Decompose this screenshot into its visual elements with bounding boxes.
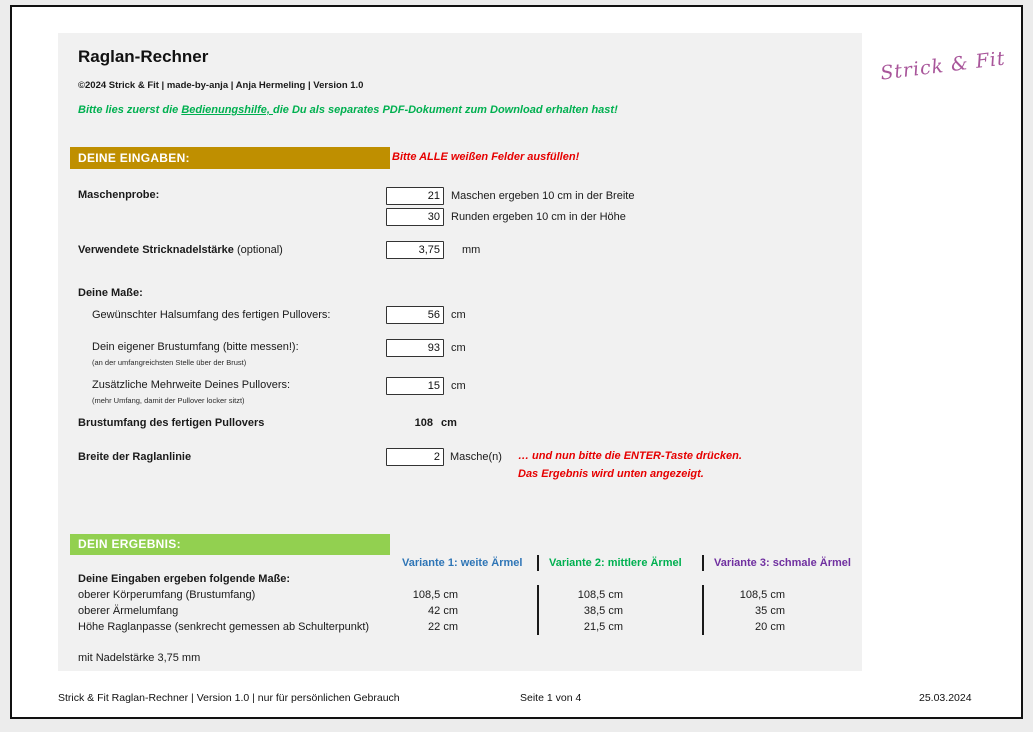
chest-note: (an der umfangreichsten Stelle über der Brust) bbox=[92, 358, 247, 367]
results-intro: Deine Eingaben ergeben folgende Maße: bbox=[78, 573, 291, 585]
ease-input[interactable] bbox=[386, 377, 444, 395]
result-value-v2: 38,5 cm bbox=[583, 605, 623, 617]
page-title: Raglan-Rechner bbox=[78, 47, 209, 66]
result-value-v3: 20 cm bbox=[755, 621, 785, 633]
raglan-unit-label: Masche(n) bbox=[450, 451, 502, 463]
ease-note: (mehr Umfang, damit der Pullover locker sitzt) bbox=[92, 396, 245, 405]
result-row-label: oberer Körperumfang (Brustumfang) bbox=[78, 589, 256, 601]
maschen-input[interactable] bbox=[386, 187, 444, 205]
variant-1-header: Variante 1: weite Ärmel bbox=[402, 557, 523, 569]
ease-unit-label: cm bbox=[451, 380, 466, 392]
footer-page-number: Seite 1 von 4 bbox=[520, 692, 582, 704]
inputs-section-header: DEINE EINGABEN: bbox=[70, 147, 390, 169]
strick-fit-logo: Strick & Fit bbox=[879, 47, 1007, 85]
raglan-width-input[interactable] bbox=[386, 448, 444, 466]
variant-3-header: Variante 3: schmale Ärmel bbox=[714, 557, 851, 569]
result-value-v3: 35 cm bbox=[755, 605, 785, 617]
results-section-header: DEIN ERGEBNIS: bbox=[70, 534, 390, 555]
enter-hint-line2: Das Ergebnis wird unten angezeigt. bbox=[518, 468, 704, 480]
chest-unit-label: cm bbox=[451, 342, 466, 354]
footer-date: 25.03.2024 bbox=[919, 692, 972, 704]
variant-header-divider-2 bbox=[702, 555, 704, 571]
result-row-label: Höhe Raglanpasse (senkrecht gemessen ab Schulterpunkt) bbox=[78, 621, 370, 633]
result-row-label: oberer Ärmelumfang bbox=[78, 605, 179, 617]
result-value-v2: 21,5 cm bbox=[583, 621, 623, 633]
finished-chest-label: Brustumfang des fertigen Pullovers bbox=[78, 417, 265, 429]
result-column-divider-2 bbox=[702, 585, 704, 635]
intro-note-start: Bitte lies zuerst die bbox=[78, 104, 182, 116]
result-value-v1: 42 cm bbox=[428, 605, 458, 617]
variant-header-divider-1 bbox=[537, 555, 539, 571]
measurements-header: Deine Maße: bbox=[78, 287, 143, 299]
needle-size-input[interactable] bbox=[386, 241, 444, 259]
neck-unit-label: cm bbox=[451, 309, 466, 321]
result-value-v1: 108,5 cm bbox=[412, 589, 458, 601]
needle-unit-label: mm bbox=[462, 244, 481, 256]
footer-left: Strick & Fit Raglan-Rechner | Version 1.0 | nur für persönlichen Gebrauch bbox=[58, 692, 400, 704]
neck-label: Gewünschter Halsumfang des fertigen Pullovers: bbox=[92, 309, 331, 321]
needle-size-label bbox=[78, 244, 283, 256]
fill-warning: Bitte ALLE weißen Felder ausfüllen! bbox=[392, 151, 580, 163]
needle-size-label-optional: (optional) bbox=[233, 244, 283, 256]
copyright-line: ©2024 Strick & Fit | made-by-anja | Anja Hermeling | Version 1.0 bbox=[78, 80, 364, 91]
chest-input[interactable] bbox=[386, 339, 444, 357]
result-column-divider-1 bbox=[537, 585, 539, 635]
help-link[interactable]: Bedienungshilfe, bbox=[181, 104, 273, 116]
finished-chest-unit: cm bbox=[441, 417, 457, 429]
raglan-width-label: Breite der Raglanlinie bbox=[78, 451, 192, 463]
finished-chest-value: 108 bbox=[414, 417, 433, 429]
runden-unit-label: Runden ergeben 10 cm in der Höhe bbox=[451, 211, 626, 223]
maschenprobe-label: Maschenprobe: bbox=[78, 189, 160, 201]
intro-note-rest: die Du als separates PDF-Dokument zum Download erhalten hast! bbox=[273, 104, 618, 116]
result-value-v2: 108,5 cm bbox=[577, 589, 623, 601]
needle-size-label-bold: Verwendete Stricknadelstärke bbox=[78, 244, 234, 256]
variant-2-header: Variante 2: mittlere Ärmel bbox=[549, 557, 682, 569]
needle-note: mit Nadelstärke 3,75 mm bbox=[78, 652, 201, 664]
runden-input[interactable] bbox=[386, 208, 444, 226]
chest-label: Dein eigener Brustumfang (bitte messen!): bbox=[92, 341, 299, 353]
result-value-v3: 108,5 cm bbox=[739, 589, 785, 601]
ease-label: Zusätzliche Mehrweite Deines Pullovers: bbox=[92, 379, 291, 391]
maschen-unit-label: Maschen ergeben 10 cm in der Breite bbox=[451, 190, 635, 202]
result-value-v1: 22 cm bbox=[428, 621, 458, 633]
enter-hint-line1: … und nun bitte die ENTER-Taste drücken. bbox=[518, 450, 742, 462]
intro-note bbox=[78, 104, 618, 116]
neck-input[interactable] bbox=[386, 306, 444, 324]
